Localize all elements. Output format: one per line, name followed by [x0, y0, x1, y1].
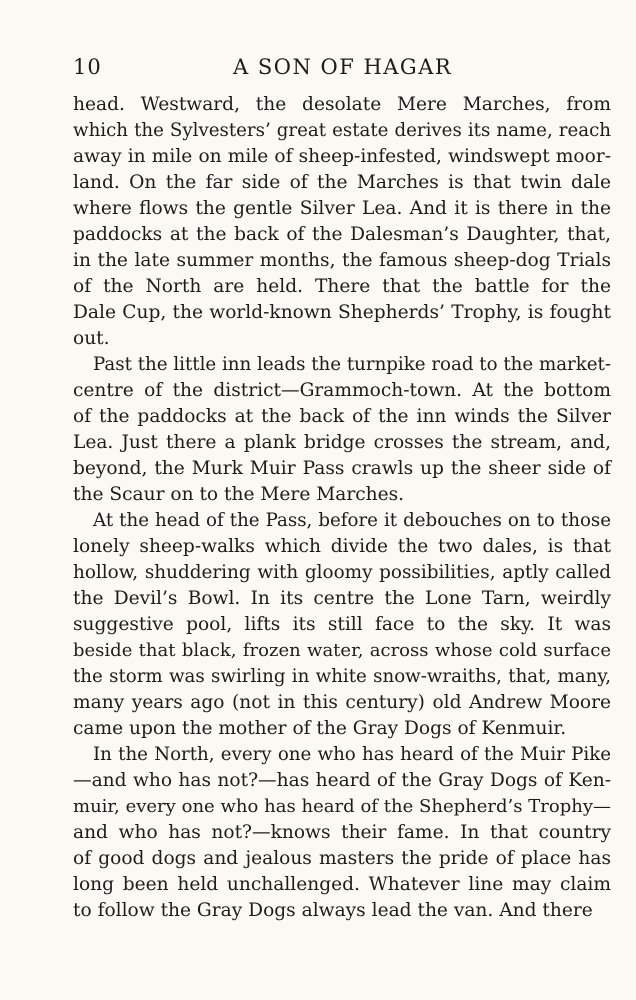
text-line: of the North are held. There that the battle for the: [73, 276, 611, 297]
text-line: Dale Cup, the world-known Shepherds’ Trophy, is fought: [73, 302, 611, 323]
text-line: many years ago (not in this century) old Andrew Moore: [73, 692, 611, 713]
text-line: the storm was swirling in white snow-wraiths, that, many,: [73, 666, 611, 687]
text-line: the Scaur on to the Mere Marches.: [73, 484, 405, 505]
text-line: and who has not?—knows their fame. In that country: [73, 822, 611, 843]
running-title: A SON OF HAGAR: [233, 55, 453, 79]
text-line: At the head of the Pass, before it debouches on to those: [93, 510, 611, 531]
text-line: beside that black, frozen water, across whose cold surface: [73, 640, 611, 661]
text-line: of good dogs and jealous masters the pride of place has: [73, 848, 611, 869]
text-line: to follow the Gray Dogs always lead the van. And there: [73, 900, 593, 921]
text-line: which the Sylvesters’ great estate derives its name, reach: [73, 120, 611, 141]
text-line: paddocks at the back of the Dalesman’s Daughter, that,: [73, 224, 611, 245]
text-line: beyond, the Murk Muir Pass crawls up the sheer side of: [73, 458, 611, 479]
paragraph: [73, 92, 611, 352]
text-line: centre of the district—Grammoch-town. At the bottom: [73, 380, 611, 401]
text-line: —and who has not?—has heard of the Gray Dogs of Ken-: [73, 770, 611, 791]
text-line: out.: [73, 328, 110, 349]
text-line: head. Westward, the desolate Mere Marches, from: [73, 94, 611, 115]
paragraph: [73, 352, 611, 508]
text-line: long been held unchallenged. Whatever line may claim: [73, 874, 611, 895]
paragraph: [73, 742, 611, 924]
page-number: 10: [73, 55, 102, 79]
text-line: in the late summer months, the famous sheep-dog Trials: [73, 250, 611, 271]
text-line: suggestive pool, lifts its still face to the sky. It was: [73, 614, 611, 635]
paragraph: [73, 508, 611, 742]
body-text: [73, 92, 611, 924]
text-line: land. On the far side of the Marches is that twin dale: [73, 172, 611, 193]
text-line: lonely sheep-walks which divide the two dales, is that: [73, 536, 611, 557]
text-line: Past the little inn leads the turnpike road to the market-: [93, 354, 611, 375]
page-header: [73, 55, 612, 85]
text-line: came upon the mother of the Gray Dogs of Kenmuir.: [73, 718, 567, 739]
text-line: muir, every one who has heard of the Shepherd’s Trophy—: [73, 796, 611, 817]
text-line: In the North, every one who has heard of the Muir Pike: [93, 744, 611, 765]
text-line: hollow, shuddering with gloomy possibilities, aptly called: [73, 562, 611, 583]
text-line: away in mile on mile of sheep-infested, windswept moor-: [73, 146, 611, 167]
text-line: Lea. Just there a plank bridge crosses the stream, and,: [73, 432, 611, 453]
text-line: of the paddocks at the back of the inn winds the Silver: [73, 406, 611, 427]
text-line: the Devil’s Bowl. In its centre the Lone Tarn, weirdly: [73, 588, 611, 609]
text-line: where flows the gentle Silver Lea. And it is there in the: [73, 198, 611, 219]
